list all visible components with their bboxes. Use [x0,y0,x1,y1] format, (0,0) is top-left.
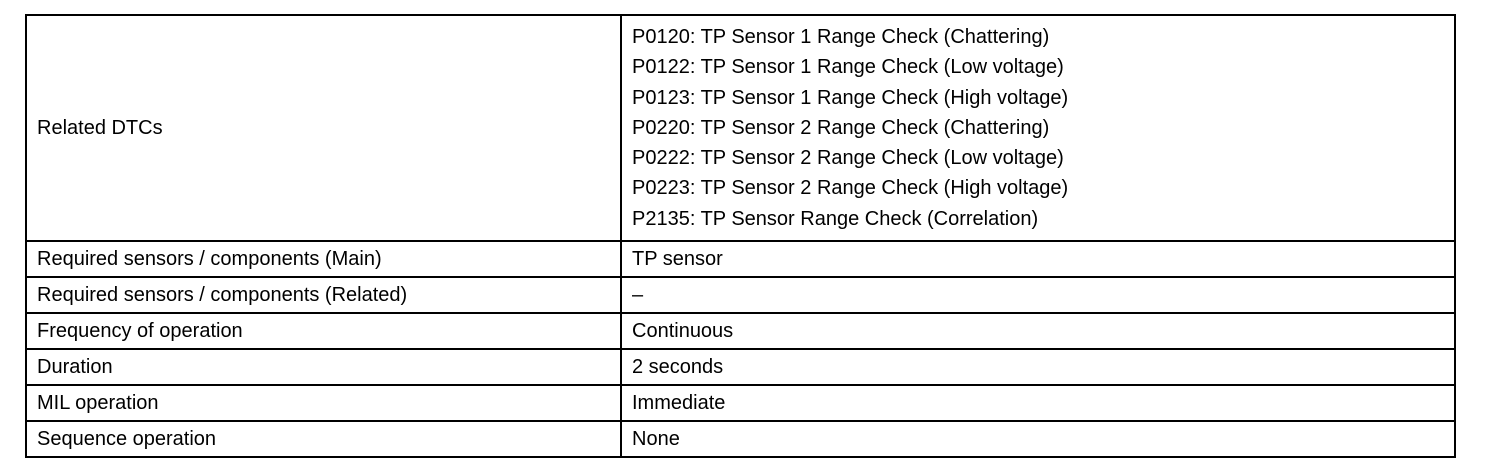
row-value-required-related: – [621,277,1455,313]
row-value-duration: 2 seconds [621,349,1455,385]
table-row-required-main [26,241,1455,277]
row-value-mil-operation: Immediate [621,385,1455,421]
row-label-duration: Duration [26,349,621,385]
row-label-mil-operation: MIL operation [26,385,621,421]
table-row-sequence-operation [26,421,1455,457]
row-value-required-main: TP sensor [621,241,1455,277]
monitor-spec-table [25,14,1456,458]
table-row-duration [26,349,1455,385]
row-label-frequency: Frequency of operation [26,313,621,349]
table-row-required-related [26,277,1455,313]
dtc-item-p2135: P2135: TP Sensor Range Check (Correlation) [632,207,1039,230]
row-value-sequence-operation: None [621,421,1455,457]
row-label-required-main: Required sensors / components (Main) [26,241,621,277]
dtc-item-p0122: P0122: TP Sensor 1 Range Check (Low voltage) [632,56,1064,79]
row-label-related-dtcs: Related DTCs [26,15,621,241]
table-row-frequency [26,313,1455,349]
dtc-item-p0220: P0220: TP Sensor 2 Range Check (Chattering) [632,116,1050,139]
dtc-item-p0120: P0120: TP Sensor 1 Range Check (Chattering) [632,25,1050,48]
row-label-sequence-operation: Sequence operation [26,421,621,457]
related-dtcs-list [621,15,1455,241]
table-row-related-dtcs [26,15,1455,241]
dtc-item-p0222: P0222: TP Sensor 2 Range Check (Low voltage) [632,147,1064,170]
row-label-required-related: Required sensors / components (Related) [26,277,621,313]
dtc-item-p0223: P0223: TP Sensor 2 Range Check (High voltage) [632,177,1069,200]
table-row-mil-operation [26,385,1455,421]
row-value-frequency: Continuous [621,313,1455,349]
dtc-item-p0123: P0123: TP Sensor 1 Range Check (High voltage) [632,86,1069,109]
